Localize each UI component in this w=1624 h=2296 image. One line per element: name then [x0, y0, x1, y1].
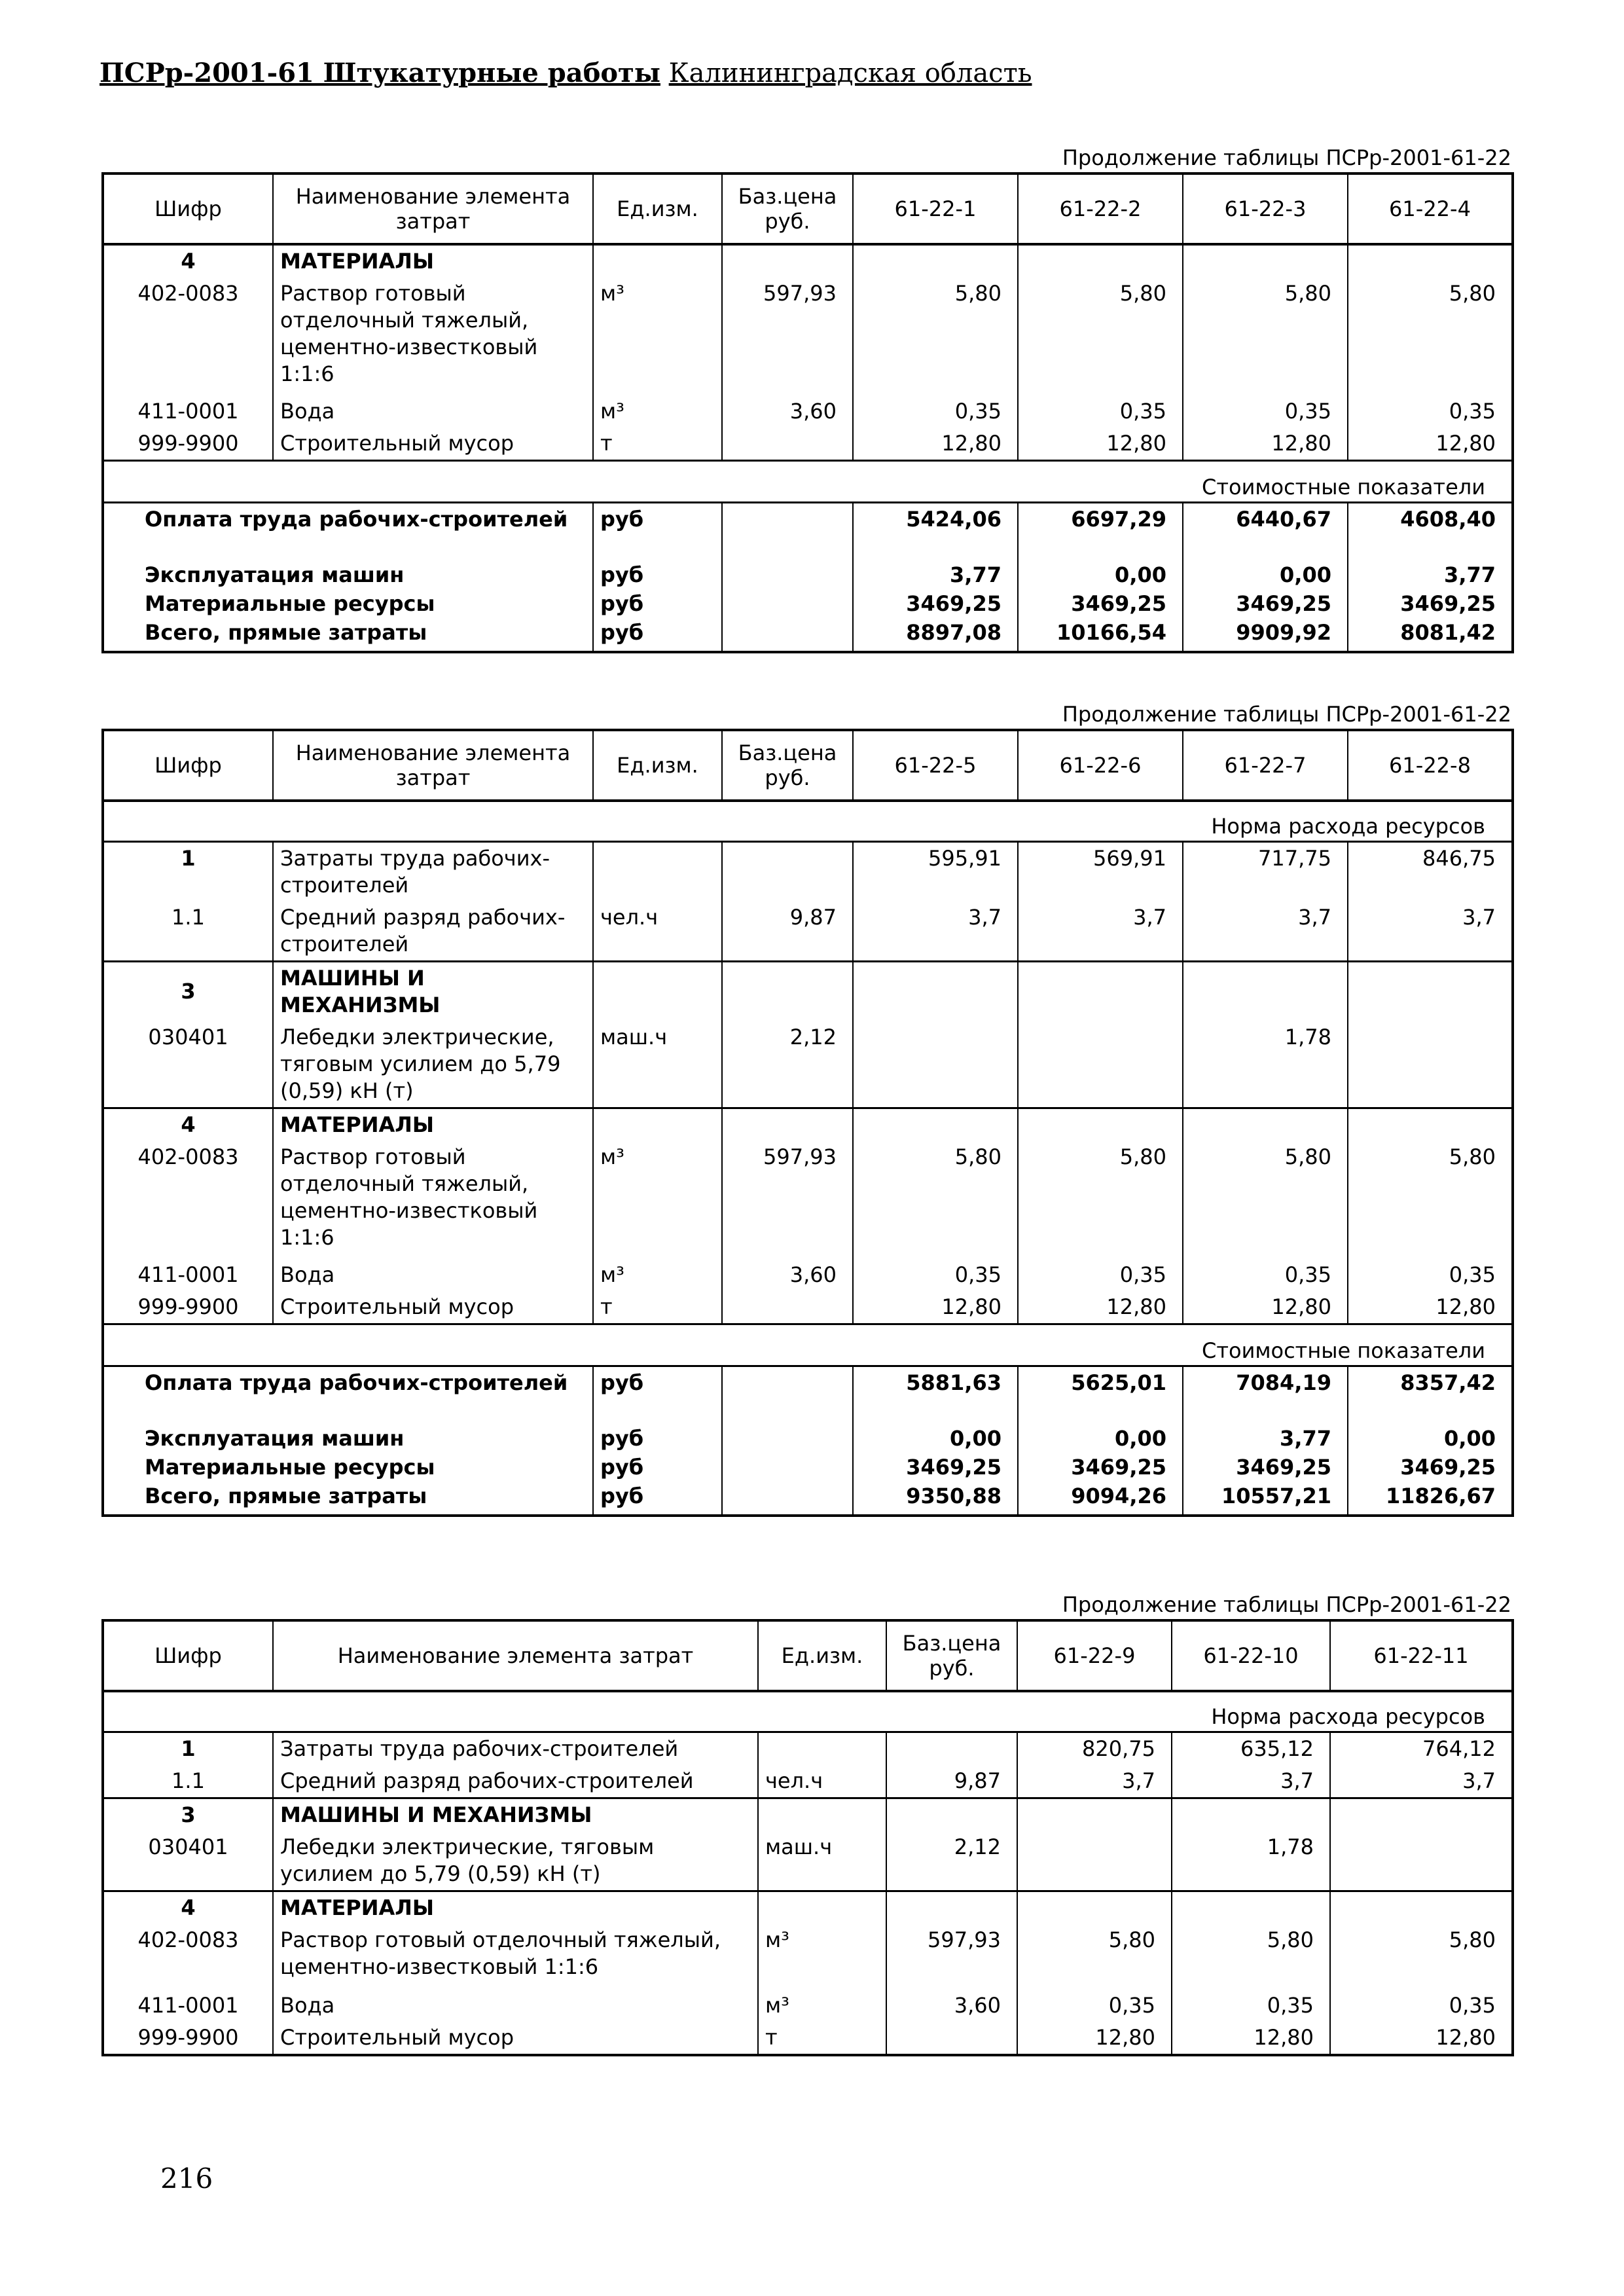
row-value: 764,12 — [1330, 1732, 1513, 1765]
row-value: 3,7 — [1172, 1765, 1330, 1798]
row-name: Лебедки электрические, тяговым усилием до 5,79 (0,59) кН (т) — [273, 1831, 758, 1891]
row-value: 595,91 — [853, 841, 1018, 902]
row-value: 0,35 — [1330, 1990, 1513, 2022]
total-value: 10166,54 — [1018, 618, 1183, 652]
table-2-continuation-caption: Продолжение таблицы ПСРр-2001-61-22 — [1062, 702, 1511, 727]
table-row — [103, 1291, 1513, 1324]
row-value — [853, 1021, 1018, 1108]
total-value: 0,00 — [1018, 1399, 1183, 1453]
section-title: МАШИНЫ И МЕХАНИЗМЫ — [273, 1798, 758, 1831]
col-header-unit: Ед.изм. — [593, 730, 722, 801]
row-value: 3,7 — [1017, 1765, 1172, 1798]
row-unit: т — [758, 2022, 886, 2055]
row-value: 0,35 — [1017, 1990, 1172, 2022]
row-value: 1,78 — [1183, 1021, 1348, 1108]
table-row — [103, 1831, 1513, 1891]
document-title: ПСРр-2001-61 Штукатурные работы — [99, 58, 660, 88]
cost-indicators-band — [103, 1324, 1513, 1366]
section-row — [103, 1798, 1513, 1831]
total-unit: руб — [593, 1399, 722, 1453]
table-row — [103, 902, 1513, 962]
total-value: 8081,42 — [1348, 618, 1513, 652]
total-row — [103, 503, 1513, 536]
total-value: 3469,25 — [853, 1453, 1018, 1482]
row-value: 820,75 — [1017, 1732, 1172, 1765]
row-unit: маш.ч — [758, 1831, 886, 1891]
total-unit: руб — [593, 1482, 722, 1516]
table-row — [103, 278, 1513, 395]
section-row — [103, 1891, 1513, 1924]
total-value: 3469,25 — [853, 589, 1018, 618]
col-header-norm: 61-22-3 — [1183, 173, 1348, 244]
row-unit — [758, 1732, 886, 1765]
total-value: 11826,67 — [1348, 1482, 1513, 1516]
row-name: Раствор готовый отделочный тяжелый, цементно-известковый 1:1:6 — [273, 1924, 758, 1990]
total-value: 5881,63 — [853, 1366, 1018, 1399]
row-code: 4 — [103, 1891, 273, 1924]
row-value: 12,80 — [1017, 2022, 1172, 2055]
table-header-row — [103, 1620, 1513, 1691]
table-row — [103, 2022, 1513, 2055]
total-value: 3,77 — [1183, 1399, 1348, 1453]
total-value: 9350,88 — [853, 1482, 1018, 1516]
row-value: 0,35 — [1018, 1259, 1183, 1291]
row-price — [722, 428, 853, 461]
row-value: 5,80 — [1017, 1924, 1172, 1990]
col-header-code: Шифр — [103, 730, 273, 801]
row-code: 999-9900 — [137, 1294, 239, 1319]
total-unit: руб — [593, 1366, 722, 1399]
total-row — [103, 1453, 1513, 1482]
total-value: 3469,25 — [1018, 1453, 1183, 1482]
row-unit: маш.ч — [593, 1021, 722, 1108]
row-value: 5,80 — [1348, 1141, 1513, 1259]
row-value: 12,80 — [1172, 2022, 1330, 2055]
row-code: 3 — [103, 961, 273, 1021]
section-row — [103, 1108, 1513, 1141]
cost-indicators-label: Стоимостные показатели — [103, 1324, 1513, 1366]
row-price — [722, 1291, 853, 1324]
row-price: 597,93 — [722, 1141, 853, 1259]
row-unit: м³ — [758, 1990, 886, 2022]
total-value: 3469,25 — [1183, 1453, 1348, 1482]
row-code: 411-0001 — [137, 399, 239, 424]
row-value: 5,80 — [1330, 1924, 1513, 1990]
document-header — [99, 58, 1032, 88]
row-name: Строительный мусор — [273, 428, 593, 461]
row-value: 5,80 — [1183, 278, 1348, 395]
total-label: Эксплуатация машин — [145, 562, 405, 587]
row-value: 12,80 — [1183, 428, 1348, 461]
row-value: 0,35 — [1183, 1259, 1348, 1291]
row-value: 0,35 — [1183, 395, 1348, 428]
table-3-continuation-caption: Продолжение таблицы ПСРр-2001-61-22 — [1062, 1592, 1511, 1617]
row-value: 0,35 — [1172, 1990, 1330, 2022]
table-row — [103, 1141, 1513, 1259]
row-code: 4 — [181, 249, 196, 274]
row-unit: м³ — [593, 395, 722, 428]
table-row — [103, 1765, 1513, 1798]
row-value: 717,75 — [1183, 841, 1348, 902]
row-value: 5,80 — [1183, 1141, 1348, 1259]
row-value: 3,7 — [1348, 902, 1513, 962]
total-label: Эксплуатация машин — [145, 1425, 405, 1451]
row-code: 402-0083 — [137, 281, 239, 306]
row-name: Затраты труда рабочих-строителей — [273, 841, 593, 902]
row-code: 3 — [103, 1798, 273, 1831]
col-header-norm: 61-22-2 — [1018, 173, 1183, 244]
row-value: 0,35 — [1348, 1259, 1513, 1291]
row-value: 12,80 — [853, 428, 1018, 461]
row-value: 3,7 — [1018, 902, 1183, 962]
table-row — [103, 428, 1513, 461]
row-value: 12,80 — [1348, 428, 1513, 461]
row-code: 411-0001 — [137, 1992, 239, 2018]
total-value: 9909,92 — [1183, 618, 1348, 652]
row-value — [1330, 1831, 1513, 1891]
total-value: 8897,08 — [853, 618, 1018, 652]
row-price: 3,60 — [886, 1990, 1017, 2022]
row-code: 030401 — [148, 1834, 228, 1859]
total-row — [103, 1482, 1513, 1516]
row-code: 030401 — [148, 1024, 228, 1049]
row-value: 5,80 — [1018, 1141, 1183, 1259]
total-unit: руб — [593, 618, 722, 652]
cost-indicators-label: Стоимостные показатели — [103, 461, 1513, 503]
row-name: Средний разряд рабочих-строителей — [273, 1765, 758, 1798]
resource-norm-label: Норма расхода ресурсов — [103, 1691, 1513, 1732]
row-value — [1017, 1831, 1172, 1891]
total-value: 3,77 — [853, 536, 1018, 589]
row-value: 5,80 — [853, 1141, 1018, 1259]
col-header-norm: 61-22-4 — [1348, 173, 1513, 244]
row-value: 5,80 — [853, 278, 1018, 395]
table-row — [103, 1924, 1513, 1990]
row-value: 12,80 — [1018, 428, 1183, 461]
row-value: 12,80 — [1183, 1291, 1348, 1324]
section-row — [103, 1732, 1513, 1765]
row-value: 635,12 — [1172, 1732, 1330, 1765]
table-row — [103, 1259, 1513, 1291]
row-value: 5,80 — [1348, 278, 1513, 395]
total-value: 6440,67 — [1183, 503, 1348, 536]
row-value: 12,80 — [1348, 1291, 1513, 1324]
total-value: 3469,25 — [1183, 589, 1348, 618]
document-region: Калининградская область — [668, 58, 1032, 88]
col-header-norm: 61-22-7 — [1183, 730, 1348, 801]
row-name: Раствор готовый отделочный тяжелый, цементно-известковый 1:1:6 — [273, 1141, 593, 1259]
col-header-norm: 61-22-10 — [1172, 1620, 1330, 1691]
col-header-price: Баз.цена руб. — [886, 1620, 1017, 1691]
row-name: Строительный мусор — [273, 1291, 593, 1324]
total-value: 4608,40 — [1348, 503, 1513, 536]
total-value: 0,00 — [1018, 536, 1183, 589]
row-price: 597,93 — [886, 1924, 1017, 1990]
total-value: 3469,25 — [1348, 1453, 1513, 1482]
resource-norm-band — [103, 801, 1513, 841]
row-value: 0,35 — [1018, 395, 1183, 428]
total-row — [103, 1366, 1513, 1399]
row-code: 999-9900 — [137, 2024, 239, 2050]
table-1-continuation-caption: Продолжение таблицы ПСРр-2001-61-22 — [1062, 145, 1511, 170]
row-code: 1.1 — [171, 904, 205, 930]
resource-table-2 — [101, 729, 1514, 1517]
row-value: 5,80 — [1172, 1924, 1330, 1990]
row-name: Строительный мусор — [273, 2022, 758, 2055]
section-title: МАШИНЫ И МЕХАНИЗМЫ — [273, 961, 593, 1021]
row-value: 846,75 — [1348, 841, 1513, 902]
total-value: 7084,19 — [1183, 1366, 1348, 1399]
row-price: 3,60 — [722, 395, 853, 428]
resource-table-1 — [101, 172, 1514, 653]
col-header-unit: Ед.изм. — [593, 173, 722, 244]
total-value: 3,77 — [1348, 536, 1513, 589]
col-header-norm: 61-22-1 — [853, 173, 1018, 244]
total-unit: руб — [593, 503, 722, 536]
col-header-price: Баз.цена руб. — [722, 730, 853, 801]
table-row — [103, 1021, 1513, 1108]
row-code: 1 — [181, 1736, 196, 1761]
row-unit: чел.ч — [758, 1765, 886, 1798]
row-name: Лебедки электрические, тяговым усилием до 5,79 (0,59) кН (т) — [273, 1021, 593, 1108]
section-title: МАТЕРИАЛЫ — [273, 1108, 593, 1141]
total-value: 0,00 — [1348, 1399, 1513, 1453]
total-row — [103, 1399, 1513, 1453]
row-name: Раствор готовый отделочный тяжелый, цементно-известковый 1:1:6 — [273, 278, 593, 395]
section-row — [103, 841, 1513, 902]
row-unit: м³ — [593, 1141, 722, 1259]
total-row — [103, 618, 1513, 652]
cost-indicators-band — [103, 461, 1513, 503]
total-value: 5625,01 — [1018, 1366, 1183, 1399]
resource-table-3 — [101, 1619, 1514, 2056]
col-header-norm: 61-22-9 — [1017, 1620, 1172, 1691]
col-header-norm: 61-22-11 — [1330, 1620, 1513, 1691]
col-header-name: Наименование элемента затрат — [273, 1620, 758, 1691]
total-row — [103, 589, 1513, 618]
total-label: Материальные ресурсы — [145, 591, 435, 616]
row-value: 0,35 — [1348, 395, 1513, 428]
row-unit: м³ — [758, 1924, 886, 1990]
section-row — [103, 961, 1513, 1021]
section-title: МАТЕРИАЛЫ — [273, 1891, 758, 1924]
row-unit: т — [593, 1291, 722, 1324]
total-label: Всего, прямые затраты — [145, 1483, 427, 1508]
col-header-unit: Ед.изм. — [758, 1620, 886, 1691]
row-code: 1 — [181, 845, 196, 871]
col-header-name: Наименование элемента затрат — [273, 173, 593, 244]
row-value: 569,91 — [1018, 841, 1183, 902]
row-name: Вода — [273, 1259, 593, 1291]
col-header-code: Шифр — [103, 1620, 273, 1691]
row-price: 597,93 — [722, 278, 853, 395]
row-value: 5,80 — [1018, 278, 1183, 395]
total-unit: руб — [593, 1453, 722, 1482]
row-code: 4 — [103, 1108, 273, 1141]
row-price — [886, 2022, 1017, 2055]
row-price: 2,12 — [722, 1021, 853, 1108]
row-price — [722, 841, 853, 902]
col-header-code: Шифр — [103, 173, 273, 244]
resource-norm-label: Норма расхода ресурсов — [103, 801, 1513, 841]
total-label: Оплата труда рабочих-строителей — [145, 1370, 568, 1395]
row-value: 12,80 — [1330, 2022, 1513, 2055]
total-value: 10557,21 — [1183, 1482, 1348, 1516]
row-value: 0,35 — [853, 395, 1018, 428]
row-code: 411-0001 — [137, 1262, 239, 1287]
row-price: 9,87 — [886, 1765, 1017, 1798]
row-value: 12,80 — [853, 1291, 1018, 1324]
row-value: 3,7 — [853, 902, 1018, 962]
section-title: МАТЕРИАЛЫ — [273, 244, 593, 278]
row-value: 1,78 — [1172, 1831, 1330, 1891]
row-name: Затраты труда рабочих-строителей — [273, 1732, 758, 1765]
col-header-price: Баз.цена руб. — [722, 173, 853, 244]
row-name: Вода — [273, 395, 593, 428]
row-code: 402-0083 — [137, 1927, 239, 1952]
row-value: 0,35 — [853, 1259, 1018, 1291]
row-unit: м³ — [593, 278, 722, 395]
total-value: 3469,25 — [1018, 589, 1183, 618]
table-row — [103, 1990, 1513, 2022]
row-price: 2,12 — [886, 1831, 1017, 1891]
row-unit: чел.ч — [593, 902, 722, 962]
total-label: Материальные ресурсы — [145, 1454, 435, 1480]
total-value: 8357,42 — [1348, 1366, 1513, 1399]
row-value: 3,7 — [1183, 902, 1348, 962]
resource-norm-band — [103, 1691, 1513, 1732]
row-price: 3,60 — [722, 1259, 853, 1291]
row-code: 1.1 — [171, 1768, 205, 1793]
total-value: 5424,06 — [853, 503, 1018, 536]
col-header-name: Наименование элемента затрат — [273, 730, 593, 801]
total-label: Оплата труда рабочих-строителей — [145, 507, 568, 532]
total-unit: руб — [593, 589, 722, 618]
row-value: 3,7 — [1330, 1765, 1513, 1798]
total-value: 6697,29 — [1018, 503, 1183, 536]
col-header-norm: 61-22-8 — [1348, 730, 1513, 801]
total-unit: руб — [593, 536, 722, 589]
row-code: 402-0083 — [137, 1144, 239, 1169]
total-value: 0,00 — [1183, 536, 1348, 589]
total-value: 0,00 — [853, 1399, 1018, 1453]
total-label: Всего, прямые затраты — [145, 620, 427, 645]
row-unit: м³ — [593, 1259, 722, 1291]
table-header-row — [103, 730, 1513, 801]
total-row — [103, 536, 1513, 589]
row-price — [886, 1732, 1017, 1765]
row-unit — [593, 841, 722, 902]
total-value: 3469,25 — [1348, 589, 1513, 618]
section-row — [103, 244, 1513, 278]
row-value — [1348, 1021, 1513, 1108]
row-code: 999-9900 — [137, 431, 239, 456]
table-row — [103, 395, 1513, 428]
table-header-row — [103, 173, 1513, 244]
row-name: Вода — [273, 1990, 758, 2022]
row-price: 9,87 — [722, 902, 853, 962]
row-value: 12,80 — [1018, 1291, 1183, 1324]
page-number: 216 — [160, 2162, 213, 2195]
row-unit: т — [593, 428, 722, 461]
row-name: Средний разряд рабочих-строителей — [273, 902, 593, 962]
col-header-norm: 61-22-6 — [1018, 730, 1183, 801]
total-value: 9094,26 — [1018, 1482, 1183, 1516]
col-header-norm: 61-22-5 — [853, 730, 1018, 801]
row-value — [1018, 1021, 1183, 1108]
